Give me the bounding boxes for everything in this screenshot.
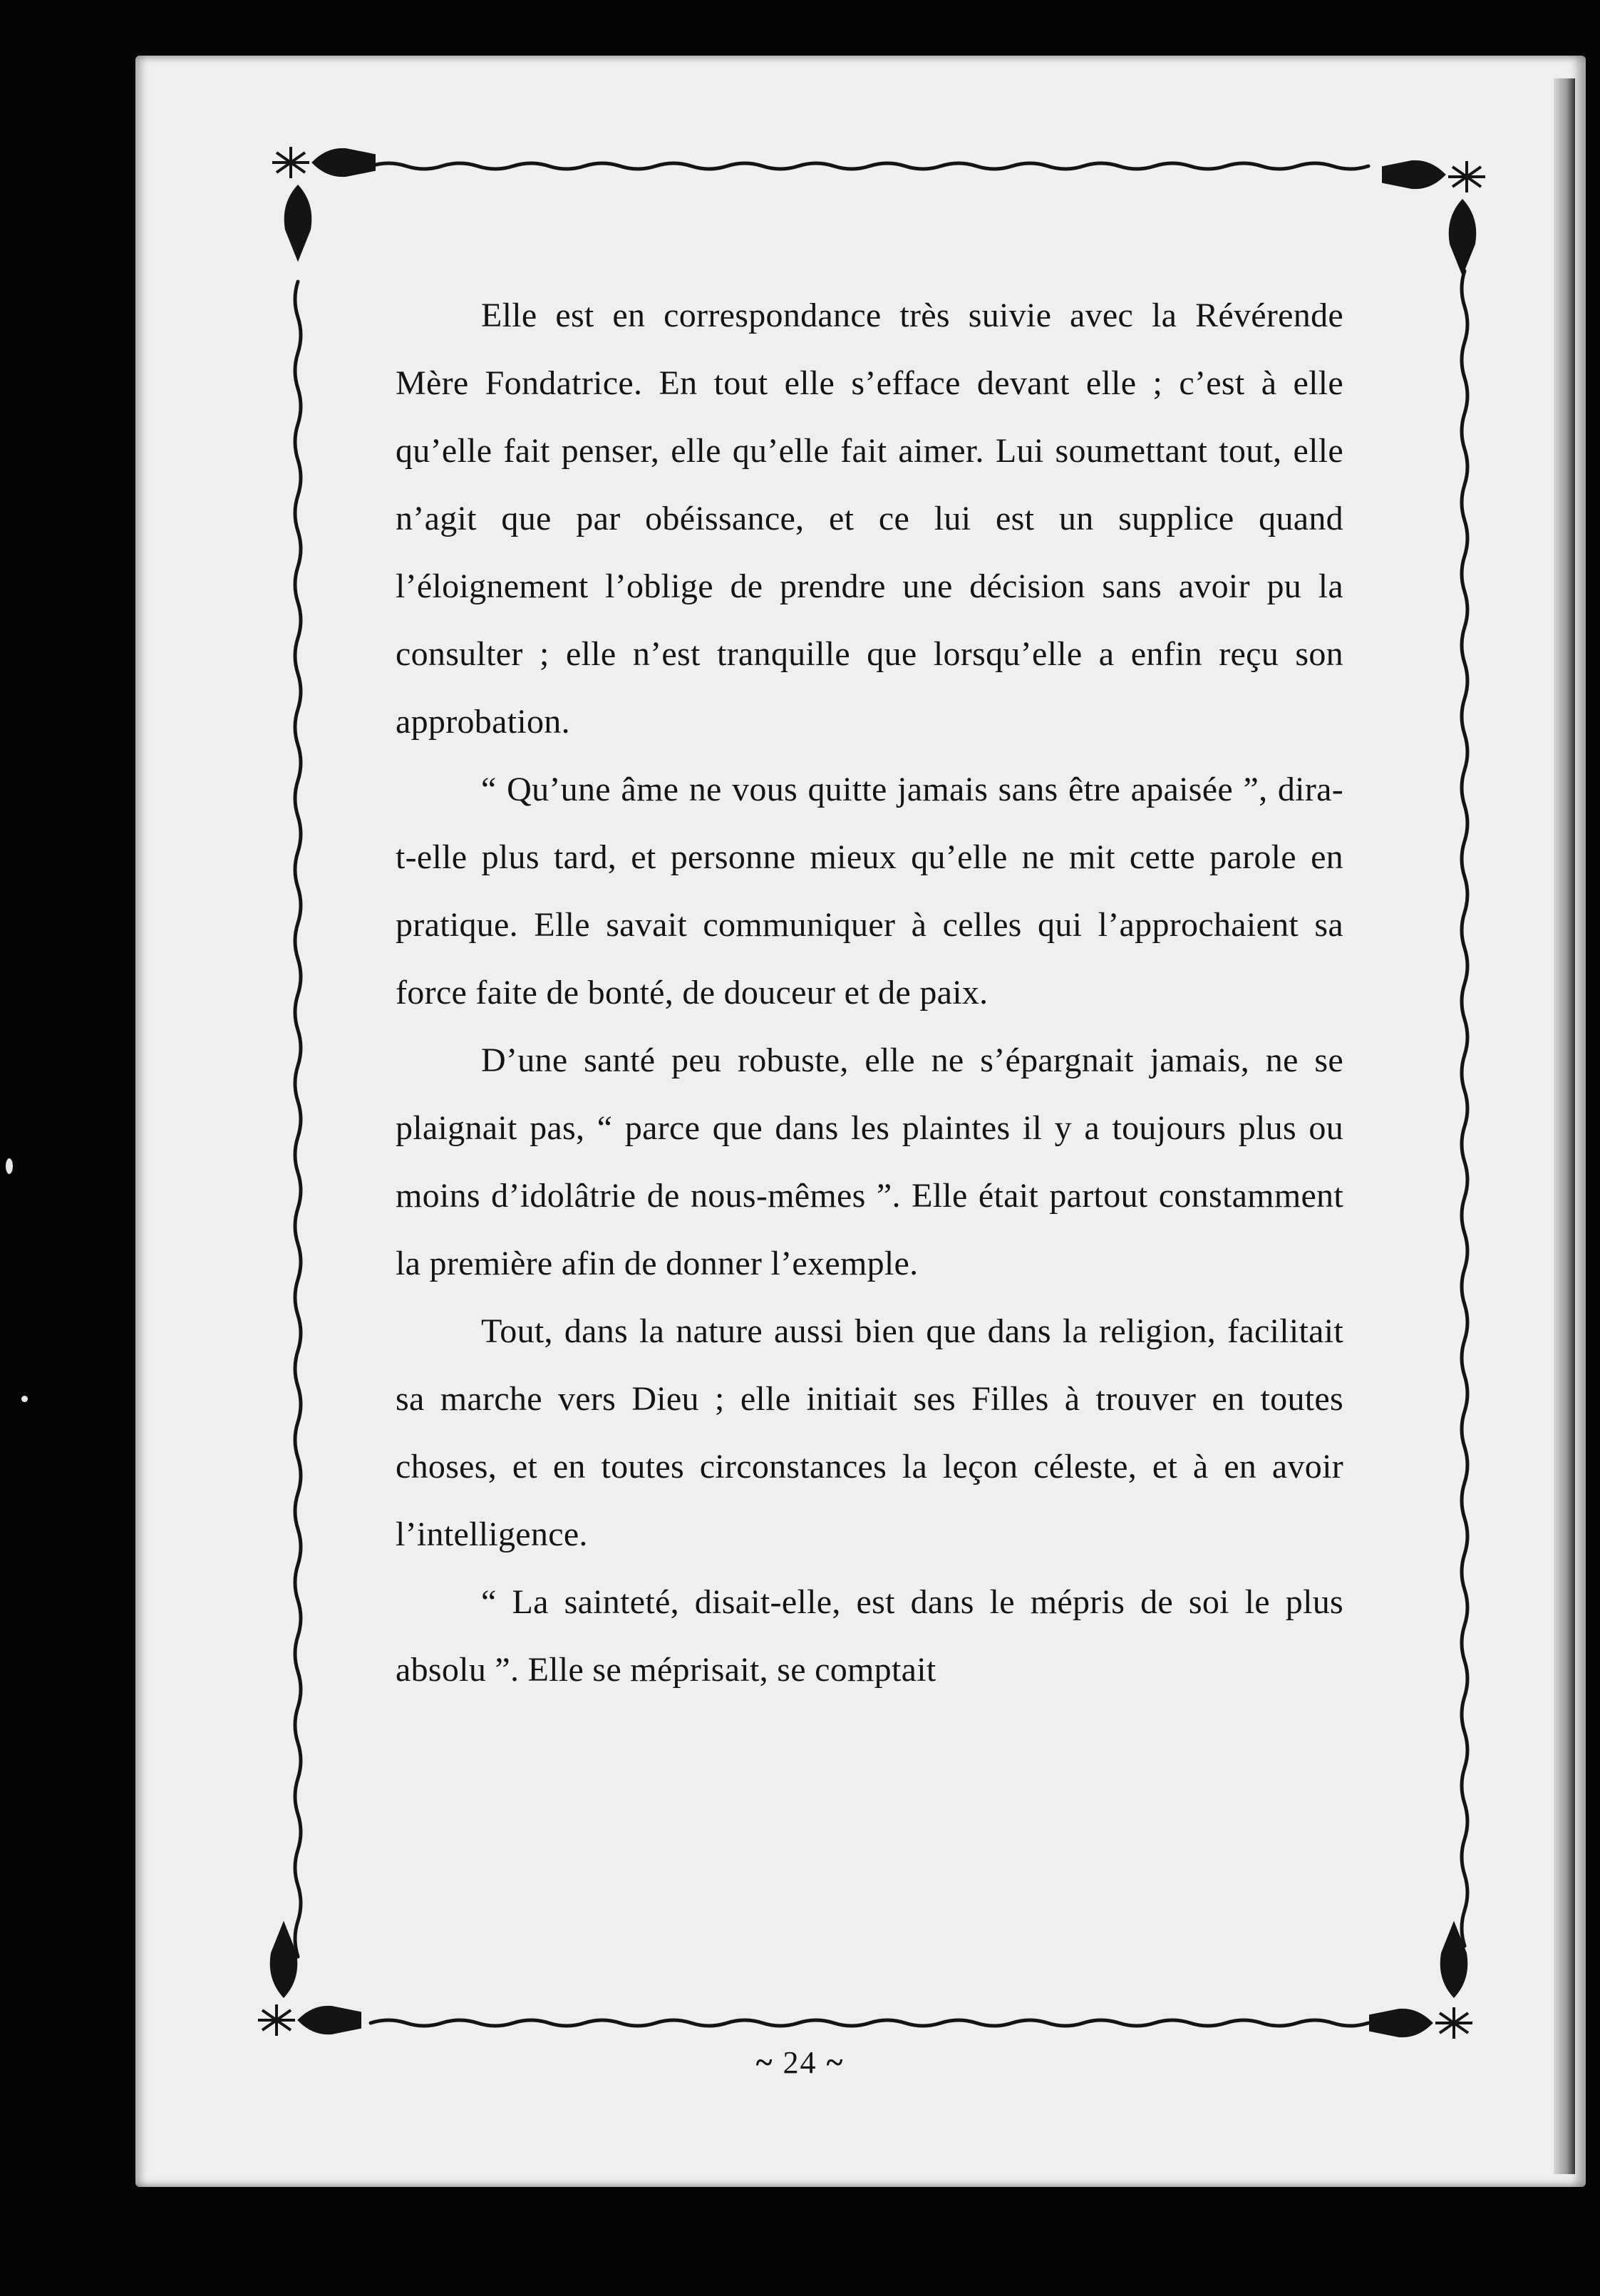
border-bottom-wavy-line [371, 2020, 1368, 2026]
paragraph: “ La sainteté, disait-elle, est dans le mépris de soi le plus absolu ”. Elle se méprisait, se comptait [396, 1583, 1343, 1689]
border-right-wavy-line [1462, 271, 1467, 1946]
page-number-ornament-right: ~ [826, 2045, 845, 2080]
page-number-ornament-left: ~ [755, 2045, 774, 2080]
paragraph: Tout, dans la nature aussi bien que dans la religion, facilitait sa marche vers Dieu ; elle initiait ses Filles à trouver en toutes choses, et en toutes circonstances la leçon céleste, et à en avoir l’intelligence. [396, 1312, 1343, 1553]
paragraph: D’une santé peu robuste, elle ne s’épargnait jamais, ne se plaignait pas, “ parce que dans les plaintes il y a toujours plus ou moins d’idolâtrie de nous-mêmes ”. Elle était partout constamment la première afin de donner l’exemple. [396, 1041, 1343, 1282]
corner-ornament-bottom-right [1371, 1925, 1472, 2039]
corner-ornament-top-right [1383, 161, 1485, 272]
corner-ornament-bottom-left [258, 1925, 360, 2036]
paragraph: Elle est en correspondance très suivie avec la Révérende Mère Fondatrice. En tout elle s’efface devant elle ; c’est à elle qu’elle fait penser, elle qu’elle fait aimer. Lui soumettant tout, elle n’agit que par obéissance, et ce lui est un supplice quand l’éloignement l’oblige de prendre une décision sans avoir pu la consulter ; elle n’est tranquille que lorsqu’elle a enfin reçu son approbation. [396, 297, 1343, 741]
page-number-footer [0, 2044, 1600, 2081]
page-number: 24 [783, 2045, 817, 2080]
border-top-wavy-line [371, 163, 1368, 169]
border-left-wavy-line [295, 282, 301, 1957]
paragraph: “ Qu’une âme ne vous quitte jamais sans être apaisée ”, dira-t-elle plus tard, et personne mieux qu’elle ne mit cette parole en pratique. Elle savait communiquer à celles qui l’approchaient sa force faite de bonté, de douceur et de paix. [396, 771, 1343, 1011]
corner-ornament-top-left [272, 147, 374, 258]
body-text [396, 282, 1343, 1704]
